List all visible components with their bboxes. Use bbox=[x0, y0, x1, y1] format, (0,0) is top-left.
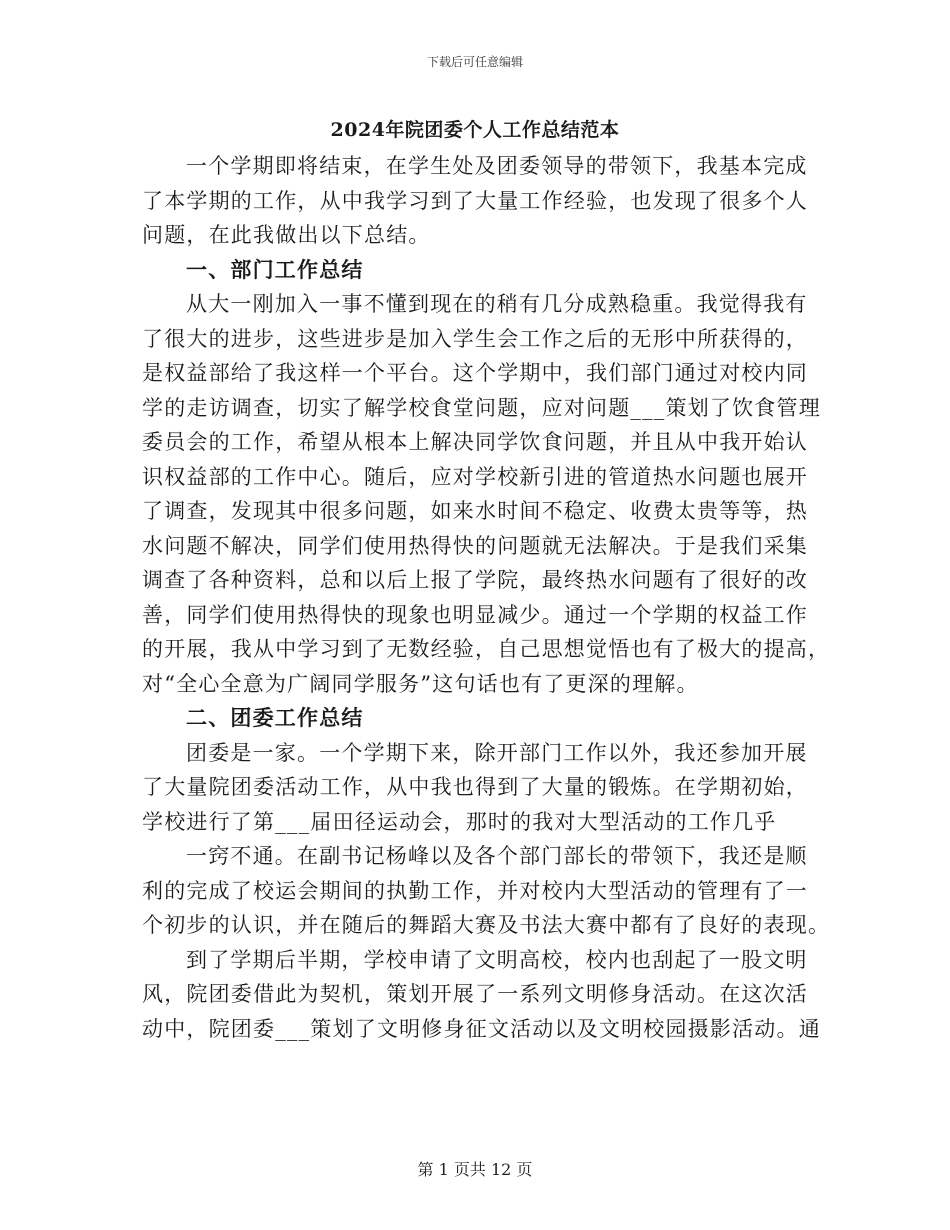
paragraph-line: 学的走访调查，切实了解学校食堂问题，应对问题___策划了饮食管理 bbox=[142, 395, 821, 420]
paragraph-line: 了很大的进步，这些进步是加入学生会工作之后的无形中所获得的， bbox=[142, 326, 808, 351]
paragraph-line: 了调查，发现其中很多问题，如来水时间不稳定、收费太贵等等，热 bbox=[142, 499, 808, 523]
paragraph-line: 了本学期的工作，从中我学习到了大量工作经验，也发现了很多个人 bbox=[142, 188, 808, 213]
paragraph-line: 了大量院团委活动工作，从中我也得到了大量的锻炼。在学期初始， bbox=[142, 775, 808, 799]
paragraph-line: 利的完成了校运会期间的执勤工作，并对校内大型活动的管理有了一 bbox=[142, 878, 808, 903]
paragraph-line: 的开展，我从中学习到了无数经验，自己思想觉悟也有了极大的提高， bbox=[142, 637, 831, 661]
section-heading: 一、部门工作总结 bbox=[186, 256, 364, 282]
paragraph-line: 水问题不解决，同学们使用热得快的问题就无法解决。于是我们采集 bbox=[142, 533, 808, 558]
paragraph-line: 识权益部的工作中心。随后，应对学校新引进的管道热水问题也展开 bbox=[142, 464, 808, 489]
paragraph-line: 动中，院团委___策划了文明修身征文活动以及文明校园摄影活动。通 bbox=[142, 1016, 821, 1041]
paragraph-line: 从大一刚加入一事不懂到现在的稍有几分成熟稳重。我觉得我有 bbox=[186, 292, 808, 316]
paragraph-line: 善，同学们使用热得快的现象也明显减少。通过一个学期的权益工作 bbox=[142, 602, 808, 627]
paragraph-line: 是权益部给了我这样一个平台。这个学期中，我们部门通过对校内同 bbox=[142, 361, 808, 385]
paragraph-line: 个初步的认识，并在随后的舞蹈大赛及书法大赛中都有了良好的表现。 bbox=[142, 913, 831, 937]
section-heading: 二、团委工作总结 bbox=[186, 705, 364, 730]
paragraph-line: 学校进行了第___届田径运动会，那时的我对大型活动的工作几乎 bbox=[142, 809, 777, 834]
page-number: 第 1 页共 12 页 bbox=[417, 1160, 533, 1179]
paragraph-line: 风，院团委借此为契机，策划开展了一系列文明修身活动。在这次活 bbox=[142, 982, 808, 1006]
paragraph-line: 一窍不通。在副书记杨峰以及各个部门部长的带领下，我还是顺 bbox=[186, 844, 808, 868]
paragraph-line: 委员会的工作，希望从根本上解决同学饮食问题，并且从中我开始认 bbox=[142, 430, 808, 454]
header-note: 下载后可任意编辑 bbox=[426, 55, 523, 69]
document-title: 2024年院团委个人工作总结范本 bbox=[330, 119, 620, 141]
paragraph-line: 问题，在此我做出以下总结。 bbox=[142, 223, 431, 247]
paragraph-line: 一个学期即将结束，在学生处及团委领导的带领下，我基本完成 bbox=[186, 154, 808, 178]
paragraph-line: 团委是一家。一个学期下来，除开部门工作以外，我还参加开展 bbox=[186, 740, 808, 765]
document-body bbox=[142, 149, 831, 1046]
paragraph-line: 对“全心全意为广阔同学服务”这句话也有了更深的理解。 bbox=[142, 671, 699, 696]
paragraph-line: 到了学期后半期，学校申请了文明高校，校内也刮起了一股文明 bbox=[186, 947, 808, 972]
paragraph-line: 调查了各种资料，总和以后上报了学院，最终热水问题有了很好的改 bbox=[142, 568, 808, 592]
